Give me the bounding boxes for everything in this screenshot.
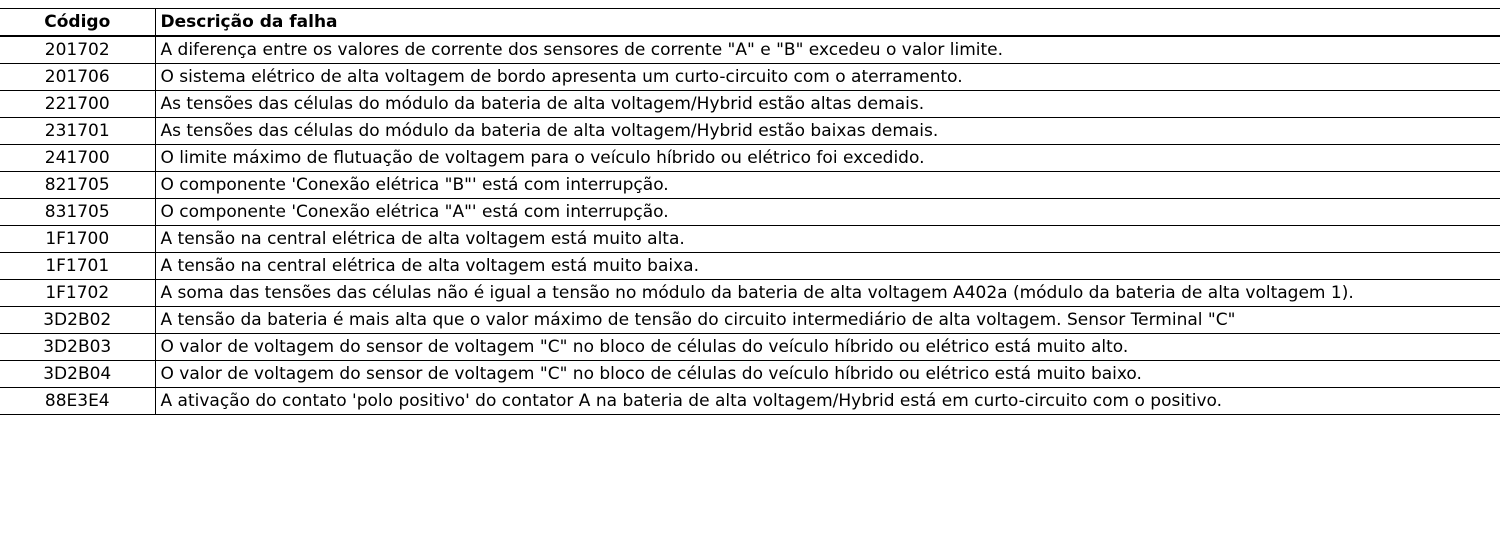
fault-description: O componente 'Conexão elétrica "B"' está com interrupção. bbox=[155, 172, 1500, 199]
table-row bbox=[0, 253, 1500, 280]
fault-description: A soma das tensões das células não é igual a tensão no módulo da bateria de alta voltagem A402a (módulo da bateria de alta voltagem 1). bbox=[155, 280, 1500, 307]
fault-code: 201706 bbox=[0, 64, 155, 91]
fault-description: A tensão da bateria é mais alta que o valor máximo de tensão do circuito intermediário de alta voltagem. Sensor Terminal "C" bbox=[155, 307, 1500, 334]
table-row bbox=[0, 334, 1500, 361]
fault-code: 3D2B02 bbox=[0, 307, 155, 334]
fault-code: 1F1700 bbox=[0, 226, 155, 253]
fault-description: A diferença entre os valores de corrente dos sensores de corrente "A" e "B" excedeu o valor limite. bbox=[155, 36, 1500, 64]
fault-code: 3D2B03 bbox=[0, 334, 155, 361]
fault-code: 1F1701 bbox=[0, 253, 155, 280]
fault-description: A ativação do contato 'polo positivo' do contator A na bateria de alta voltagem/Hybrid está em curto-circuito com o positivo. bbox=[155, 388, 1500, 415]
fault-description: As tensões das células do módulo da bateria de alta voltagem/Hybrid estão altas demais. bbox=[155, 91, 1500, 118]
table-row bbox=[0, 64, 1500, 91]
header-code: Código bbox=[0, 9, 155, 37]
fault-code: 231701 bbox=[0, 118, 155, 145]
fault-description: O limite máximo de flutuação de voltagem para o veículo híbrido ou elétrico foi excedido. bbox=[155, 145, 1500, 172]
table-row bbox=[0, 226, 1500, 253]
table-row bbox=[0, 172, 1500, 199]
fault-code: 221700 bbox=[0, 91, 155, 118]
fault-code: 88E3E4 bbox=[0, 388, 155, 415]
fault-code: 821705 bbox=[0, 172, 155, 199]
table-header-row bbox=[0, 9, 1500, 37]
fault-description: O valor de voltagem do sensor de voltagem "C" no bloco de células do veículo híbrido ou elétrico está muito alto. bbox=[155, 334, 1500, 361]
fault-description: O componente 'Conexão elétrica "A"' está com interrupção. bbox=[155, 199, 1500, 226]
fault-code: 831705 bbox=[0, 199, 155, 226]
table-row bbox=[0, 280, 1500, 307]
table-row bbox=[0, 199, 1500, 226]
fault-description: A tensão na central elétrica de alta voltagem está muito baixa. bbox=[155, 253, 1500, 280]
table-row bbox=[0, 36, 1500, 64]
fault-code: 241700 bbox=[0, 145, 155, 172]
fault-code-table bbox=[0, 8, 1500, 415]
fault-code: 1F1702 bbox=[0, 280, 155, 307]
table-row bbox=[0, 145, 1500, 172]
fault-description: O valor de voltagem do sensor de voltagem "C" no bloco de células do veículo híbrido ou elétrico está muito baixo. bbox=[155, 361, 1500, 388]
table-row bbox=[0, 118, 1500, 145]
fault-description: A tensão na central elétrica de alta voltagem está muito alta. bbox=[155, 226, 1500, 253]
table-row bbox=[0, 361, 1500, 388]
fault-code: 3D2B04 bbox=[0, 361, 155, 388]
table-row bbox=[0, 91, 1500, 118]
fault-code: 201702 bbox=[0, 36, 155, 64]
table-row bbox=[0, 388, 1500, 415]
fault-description: O sistema elétrico de alta voltagem de bordo apresenta um curto-circuito com o aterramento. bbox=[155, 64, 1500, 91]
fault-description: As tensões das células do módulo da bateria de alta voltagem/Hybrid estão baixas demais. bbox=[155, 118, 1500, 145]
header-description: Descrição da falha bbox=[155, 9, 1500, 37]
table-row bbox=[0, 307, 1500, 334]
table-body bbox=[0, 36, 1500, 415]
